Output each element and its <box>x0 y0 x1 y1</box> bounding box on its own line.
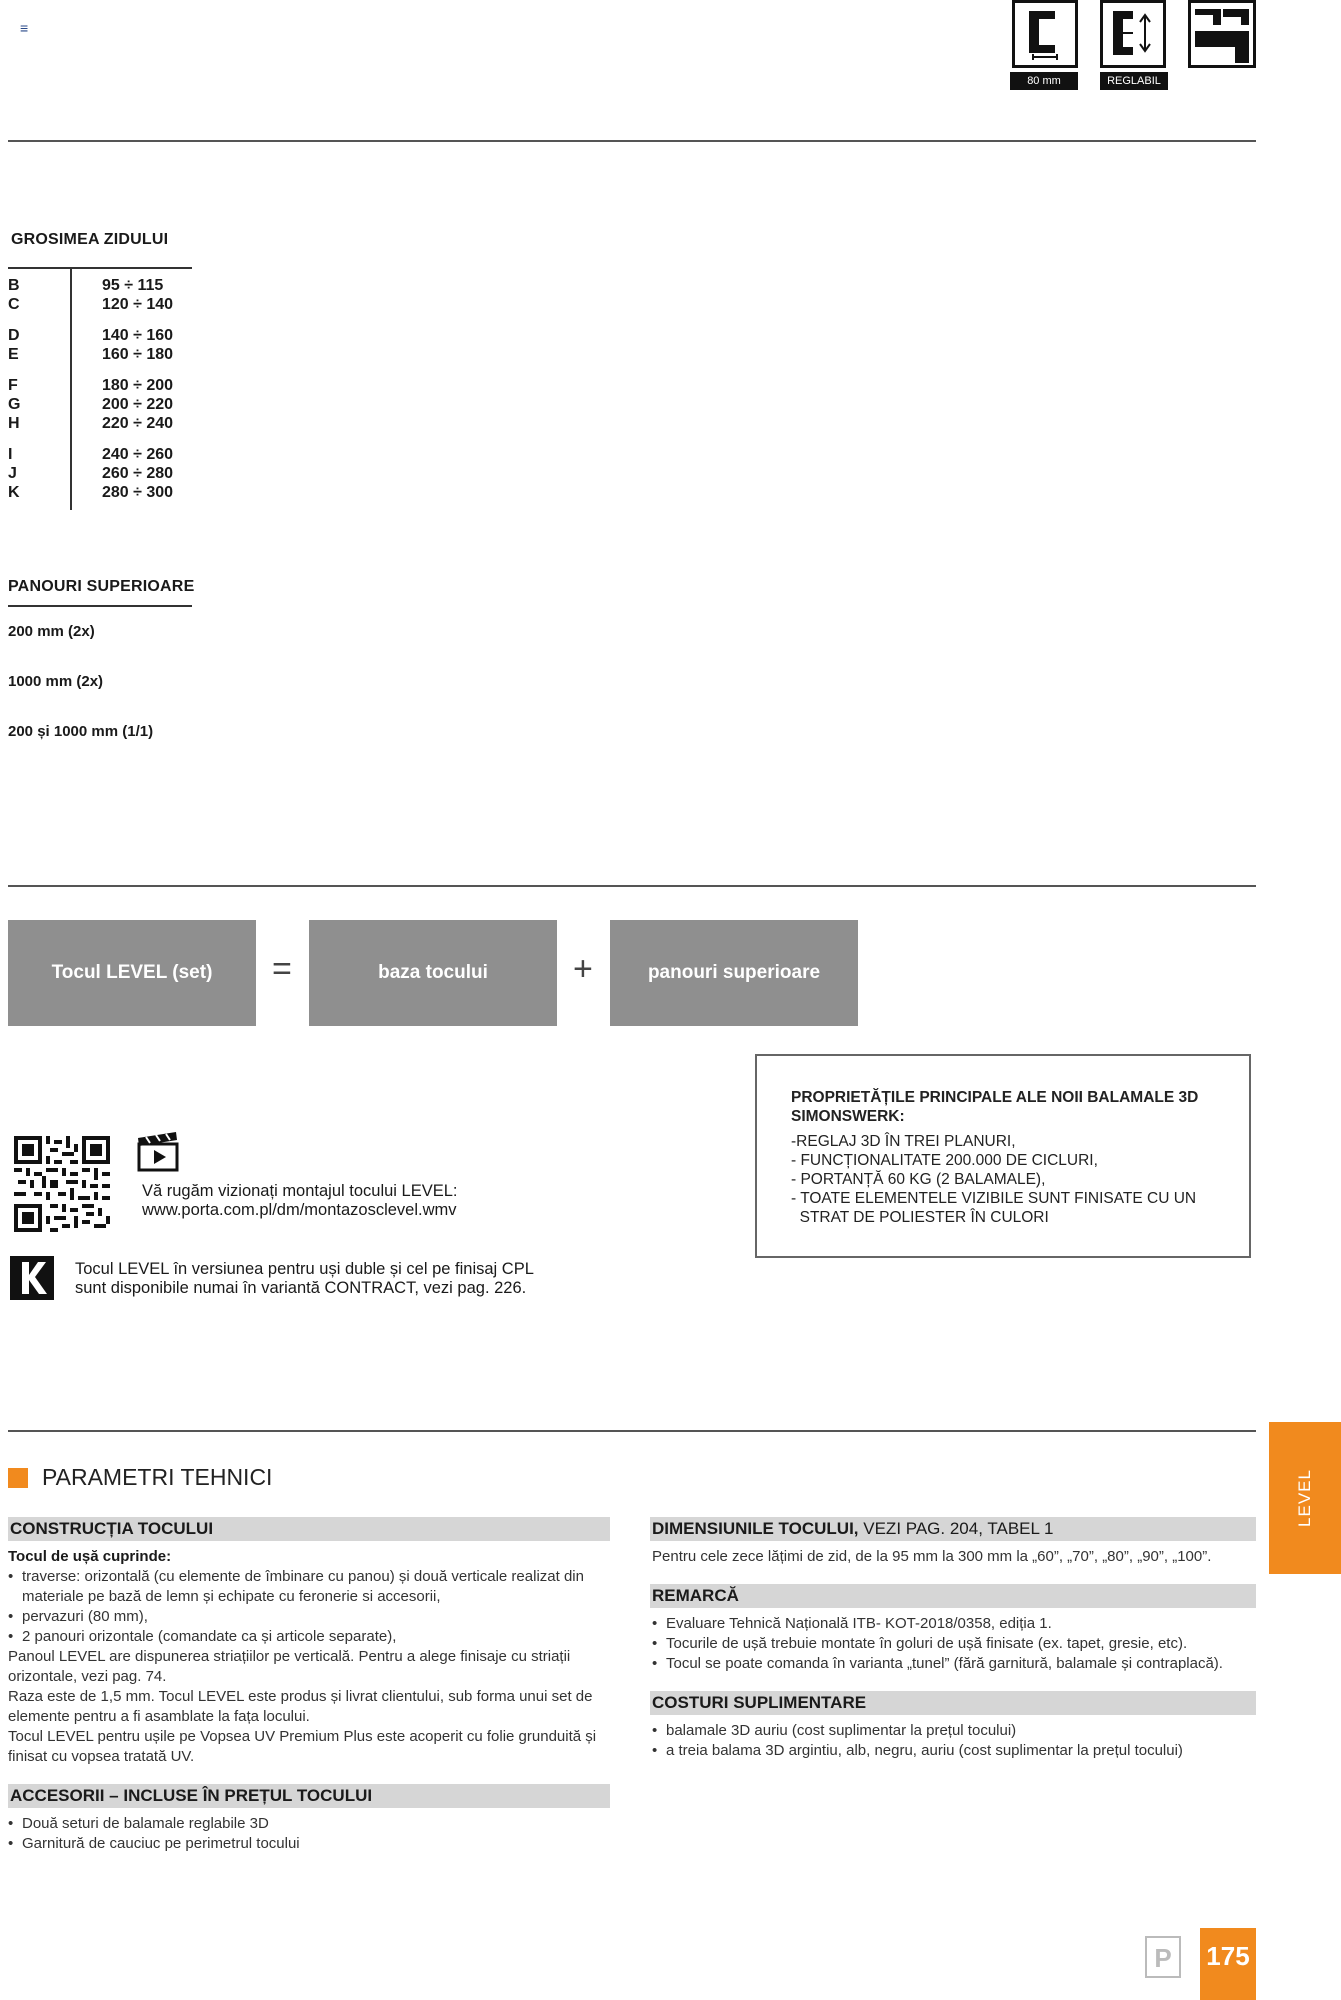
dimensions-heading-bold: DIMENSIUNILE TOCULUI, <box>652 1519 859 1538</box>
list-item: • Garnitură de cauciuc pe perimetrul tocului <box>8 1834 610 1854</box>
orange-square-icon <box>8 1468 28 1488</box>
list-item: • Tocurile de ușă trebuie montate în goluri de ușă finisate (ex. tapet, gresie, etc). <box>652 1634 1256 1654</box>
wall-letter: G <box>8 396 21 413</box>
remark-heading: REMARCĂ <box>650 1584 1256 1608</box>
wall-thickness-title: GROSIMEA ZIDULUI <box>11 231 169 248</box>
table-row <box>8 376 192 395</box>
equals-sign: = <box>272 950 292 988</box>
wall-range: 120 ÷ 140 <box>102 296 174 313</box>
hinge-properties-box <box>755 1054 1251 1258</box>
construction-body <box>8 1547 610 1767</box>
wall-letter: K <box>8 484 20 501</box>
extra-costs-heading: COSTURI SUPLIMENTARE <box>650 1691 1256 1715</box>
table-row <box>8 326 192 345</box>
frame-set-box: Tocul LEVEL (set) <box>8 920 256 1026</box>
divider-middle <box>8 885 1256 887</box>
construction-paragraph: Raza este de 1,5 mm. Tocul LEVEL este produs și livrat clientului, sub forma unui set de elemente pentru a fi asamblate la fața locului. <box>8 1688 593 1725</box>
list-item: • Două seturi de balamale reglabile 3D <box>8 1814 610 1834</box>
wall-letter: H <box>8 415 20 432</box>
accessories-list <box>8 1814 610 1854</box>
side-tab-level[interactable] <box>1269 1422 1341 1574</box>
montage-video-note <box>142 1182 458 1220</box>
video-icon[interactable] <box>136 1130 182 1174</box>
tech-params-title: PARAMETRI TEHNICI <box>42 1464 273 1490</box>
upper-panels-box: panouri superioare <box>610 920 858 1026</box>
wall-thickness-table <box>8 276 192 502</box>
construction-paragraph: Panoul LEVEL are dispunerea striațiilor pe verticală. Pentru a alege finisaje cu striații orizontale, vezi pag. 74. <box>8 1648 571 1685</box>
wall-range: 95 ÷ 115 <box>102 277 164 294</box>
frame-adjustable-icon <box>1100 0 1166 68</box>
list-item: • pervazuri (80 mm), <box>8 1607 610 1627</box>
table-row <box>8 414 192 433</box>
plus-sign: + <box>573 950 593 988</box>
wall-letter: C <box>8 296 20 313</box>
dimensions-heading <box>650 1517 1256 1541</box>
header-mark: ≡ <box>20 20 29 36</box>
contract-note <box>75 1260 534 1298</box>
contract-note-line: sunt disponibile numai în variantă CONTRACT, vezi pag. 226. <box>75 1279 527 1297</box>
page-number: 175 <box>1200 1928 1256 2000</box>
montage-link[interactable]: www.porta.com.pl/dm/montazosclevel.wmv <box>142 1201 457 1219</box>
table-row <box>8 295 192 314</box>
wall-range: 180 ÷ 200 <box>102 377 174 394</box>
side-tab-label: LEVEL <box>1295 1469 1314 1527</box>
wall-range: 140 ÷ 160 <box>102 327 174 344</box>
list-item: • traverse: orizontală (cu elemente de îmbinare cu panou) și două verticale realizat din materiale pe bază de lemn și echipate cu feronerie si accesorii, <box>8 1567 610 1607</box>
hinge-properties-title: PROPRIETĂȚILE PRINCIPALE ALE NOII BALAMALE 3D SIMONSWERK: <box>791 1089 1199 1125</box>
panel-option: 1000 mm (2x) <box>8 673 104 690</box>
hinge-property: -REGLAJ 3D ÎN TREI PLANURI, <box>791 1133 1016 1150</box>
frame-80mm-icon <box>1012 0 1078 68</box>
wall-range: 160 ÷ 180 <box>102 346 174 363</box>
divider-bottom <box>8 1430 1256 1432</box>
panel-option: 200 mm (2x) <box>8 623 95 640</box>
wall-letter: I <box>8 446 13 463</box>
hinge-property: STRAT DE POLIESTER ÎN CULORI <box>791 1209 1049 1226</box>
accessories-heading: ACCESORII – INCLUSE ÎN PREȚUL TOCULUI <box>8 1784 610 1808</box>
panels-title-underline <box>8 605 192 607</box>
wall-range: 260 ÷ 280 <box>102 465 174 482</box>
hinge-property: - TOATE ELEMENTELE VIZIBILE SUNT FINISATE CU UN <box>791 1190 1197 1207</box>
frame-base-box: baza tocului <box>309 920 557 1026</box>
list-item: • a treia balama 3D argintiu, alb, negru, auriu (cost suplimentar la prețul tocului) <box>652 1741 1256 1761</box>
list-item: • Tocul se poate comanda în varianta „tunel” (fără garnitură, balamale și contraplacă). <box>652 1654 1256 1674</box>
hinge-property: - FUNCȚIONALITATE 200.000 DE CICLURI, <box>791 1152 1098 1169</box>
table-row <box>8 345 192 364</box>
list-item: • Evaluare Tehnică Națională ITB- KOT-2018/0358, ediția 1. <box>652 1614 1256 1634</box>
table-row <box>8 483 192 502</box>
wall-range: 240 ÷ 260 <box>102 446 174 463</box>
panel-option: 200 și 1000 mm (1/1) <box>8 723 154 740</box>
hinge-property: - PORTANȚĂ 60 KG (2 BALAMALE), <box>791 1171 1046 1188</box>
construction-heading: CONSTRUCȚIA TOCULUI <box>8 1517 610 1541</box>
wall-letter: B <box>8 277 20 294</box>
list-item: • 2 panouri orizontale (comandate ca și articole separate), <box>8 1627 610 1647</box>
montage-note-text: Vă rugăm vizionați montajul tocului LEVEL: <box>142 1182 458 1200</box>
wall-letter: E <box>8 346 19 363</box>
construction-subheading: Tocul de ușă cuprinde: <box>8 1548 172 1565</box>
extra-costs-list <box>652 1721 1256 1761</box>
wall-range: 280 ÷ 300 <box>102 484 174 501</box>
porta-logo-letter: P <box>1154 1943 1172 1973</box>
dimensions-heading-light: VEZI PAG. 204, TABEL 1 <box>858 1519 1054 1538</box>
porta-logo-icon <box>1145 1936 1181 1978</box>
wall-letter: D <box>8 327 20 344</box>
wall-letter: F <box>8 377 18 394</box>
wall-range: 220 ÷ 240 <box>102 415 174 432</box>
table-row <box>8 445 192 464</box>
icon-label-80mm: 80 mm <box>1010 72 1078 90</box>
dimensions-text: Pentru cele zece lățimi de zid, de la 95 mm la 300 mm la „60”, „70”, „80”, „90”, „100”. <box>652 1548 1212 1565</box>
contract-k-icon <box>10 1256 54 1300</box>
wall-range: 200 ÷ 220 <box>102 396 174 413</box>
remark-list <box>652 1614 1256 1674</box>
table-row <box>8 395 192 414</box>
frame-wall-icon <box>1188 0 1256 68</box>
table-row <box>8 464 192 483</box>
wall-title-underline <box>8 267 192 269</box>
construction-paragraph: Tocul LEVEL pentru ușile pe Vopsea UV Premium Plus este acoperit cu folie grunduită și finisat cu vopsea tratată UV. <box>8 1728 597 1765</box>
table-row <box>8 276 192 295</box>
list-item: • balamale 3D auriu (cost suplimentar la prețul tocului) <box>652 1721 1256 1741</box>
contract-note-line: Tocul LEVEL în versiunea pentru uși duble și cel pe finisaj CPL <box>75 1260 534 1278</box>
icon-label-adjustable: REGLABIL <box>1100 72 1168 90</box>
divider-top <box>8 140 1256 142</box>
qr-code-icon[interactable] <box>14 1136 110 1232</box>
upper-panels-title: PANOURI SUPERIOARE <box>8 578 195 595</box>
wall-letter: J <box>8 465 17 482</box>
